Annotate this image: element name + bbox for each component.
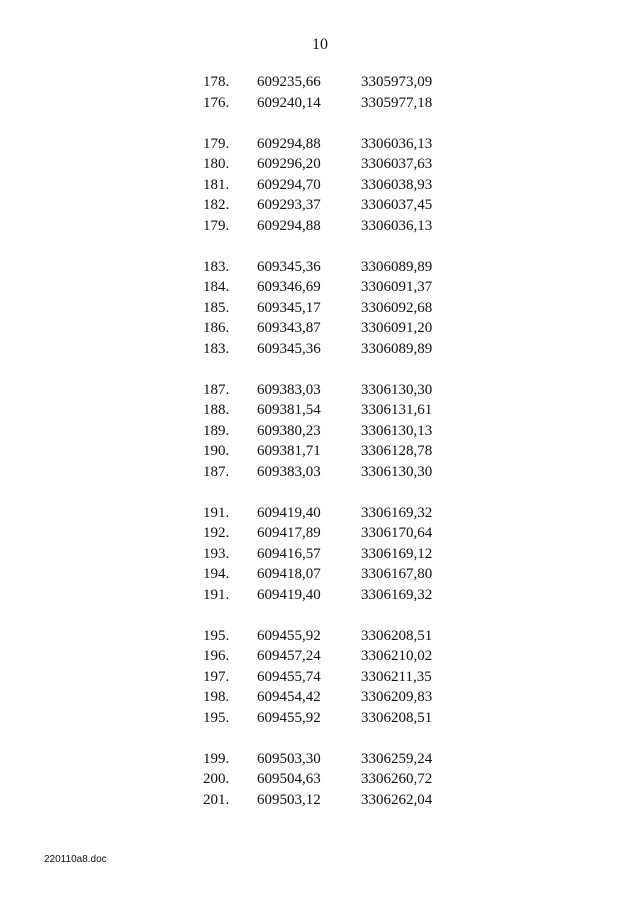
x-coordinate: 609240,14 bbox=[257, 94, 321, 111]
point-number: 197. bbox=[203, 668, 230, 685]
point-number: 183. bbox=[203, 340, 230, 357]
x-coordinate: 609455,92 bbox=[257, 627, 321, 644]
point-number: 195. bbox=[203, 627, 230, 644]
x-coordinate: 609416,57 bbox=[257, 545, 321, 562]
point-number: 182. bbox=[203, 197, 230, 213]
x-coordinate: 609503,12 bbox=[257, 791, 321, 808]
point-number: 184. bbox=[203, 279, 230, 295]
point-number: 198. bbox=[203, 689, 230, 705]
point-number: 176. bbox=[203, 94, 230, 111]
x-coordinate: 609457,24 bbox=[257, 648, 321, 664]
x-coordinate: 609235,66 bbox=[257, 74, 321, 90]
y-coordinate: 3306130,13 bbox=[361, 422, 433, 439]
y-coordinate: 3306208,51 bbox=[361, 709, 433, 726]
x-coordinate: 609417,89 bbox=[257, 525, 321, 541]
point-number: 200. bbox=[203, 771, 230, 787]
y-coordinate: 3306037,45 bbox=[361, 197, 433, 213]
y-coordinate: 3306036,13 bbox=[361, 135, 433, 152]
x-coordinate: 609380,23 bbox=[257, 422, 321, 439]
point-number: 192. bbox=[203, 525, 230, 541]
point-number: 179. bbox=[203, 217, 230, 234]
y-coordinate: 3306131,61 bbox=[361, 402, 433, 418]
x-coordinate: 609345,17 bbox=[257, 299, 321, 316]
document-filename: 220110a8.doc bbox=[44, 854, 107, 865]
y-coordinate: 3306130,30 bbox=[361, 381, 433, 398]
x-coordinate: 609419,40 bbox=[257, 504, 321, 521]
point-number: 180. bbox=[203, 156, 230, 172]
point-number: 185. bbox=[203, 299, 230, 316]
x-coordinate: 609381,54 bbox=[257, 402, 321, 418]
y-coordinate: 3306128,78 bbox=[361, 443, 433, 459]
x-coordinate: 609454,42 bbox=[257, 689, 321, 705]
y-coordinate: 3306089,89 bbox=[361, 340, 433, 357]
y-coordinate: 3306092,68 bbox=[361, 299, 433, 316]
x-coordinate: 609346,69 bbox=[257, 279, 321, 295]
x-coordinate: 609294,70 bbox=[257, 176, 321, 193]
point-number: 191. bbox=[203, 504, 230, 521]
point-number: 187. bbox=[203, 381, 230, 398]
x-coordinate: 609383,03 bbox=[257, 463, 321, 480]
y-coordinate: 3306260,72 bbox=[361, 771, 433, 787]
y-coordinate: 3305973,09 bbox=[361, 74, 433, 90]
y-coordinate: 3306209,83 bbox=[361, 689, 433, 705]
y-coordinate: 3306262,04 bbox=[361, 791, 433, 808]
x-coordinate: 609455,74 bbox=[257, 668, 321, 685]
y-coordinate: 3306167,80 bbox=[361, 566, 433, 582]
x-coordinate: 609503,30 bbox=[257, 750, 321, 767]
x-coordinate: 609293,37 bbox=[257, 197, 321, 213]
point-number: 183. bbox=[203, 258, 230, 275]
x-coordinate: 609345,36 bbox=[257, 258, 321, 275]
y-coordinate: 3305977,18 bbox=[361, 94, 433, 111]
y-coordinate: 3306211,35 bbox=[361, 668, 432, 685]
x-coordinate: 609455,92 bbox=[257, 709, 321, 726]
x-coordinate: 609419,40 bbox=[257, 586, 321, 603]
y-coordinate: 3306036,13 bbox=[361, 217, 433, 234]
point-number: 190. bbox=[203, 443, 230, 459]
point-number: 195. bbox=[203, 709, 230, 726]
y-coordinate: 3306210,02 bbox=[361, 648, 433, 664]
y-coordinate: 3306169,12 bbox=[361, 545, 433, 562]
y-coordinate: 3306130,30 bbox=[361, 463, 433, 480]
page-number: 10 bbox=[312, 36, 328, 53]
point-number: 196. bbox=[203, 648, 230, 664]
x-coordinate: 609294,88 bbox=[257, 217, 321, 234]
y-coordinate: 3306170,64 bbox=[361, 525, 433, 541]
point-number: 189. bbox=[203, 422, 230, 439]
x-coordinate: 609294,88 bbox=[257, 135, 321, 152]
y-coordinate: 3306208,51 bbox=[361, 627, 433, 644]
point-number: 187. bbox=[203, 463, 230, 480]
x-coordinate: 609296,20 bbox=[257, 156, 321, 172]
point-number: 179. bbox=[203, 135, 230, 152]
y-coordinate: 3306038,93 bbox=[361, 176, 433, 193]
x-coordinate: 609381,71 bbox=[257, 443, 321, 459]
y-coordinate: 3306037,63 bbox=[361, 156, 433, 172]
point-number: 193. bbox=[203, 545, 230, 562]
point-number: 188. bbox=[203, 402, 230, 418]
x-coordinate: 609504,63 bbox=[257, 771, 321, 787]
x-coordinate: 609383,03 bbox=[257, 381, 321, 398]
point-number: 201. bbox=[203, 791, 230, 808]
y-coordinate: 3306091,20 bbox=[361, 320, 433, 336]
y-coordinate: 3306169,32 bbox=[361, 586, 433, 603]
y-coordinate: 3306089,89 bbox=[361, 258, 433, 275]
x-coordinate: 609345,36 bbox=[257, 340, 321, 357]
point-number: 178. bbox=[203, 74, 230, 90]
y-coordinate: 3306169,32 bbox=[361, 504, 433, 521]
point-number: 191. bbox=[203, 586, 230, 603]
point-number: 181. bbox=[203, 176, 230, 193]
point-number: 199. bbox=[203, 750, 230, 767]
y-coordinate: 3306259,24 bbox=[361, 750, 433, 767]
x-coordinate: 609418,07 bbox=[257, 566, 321, 582]
y-coordinate: 3306091,37 bbox=[361, 279, 433, 295]
point-number: 194. bbox=[203, 566, 230, 582]
point-number: 186. bbox=[203, 320, 230, 336]
x-coordinate: 609343,87 bbox=[257, 320, 321, 336]
